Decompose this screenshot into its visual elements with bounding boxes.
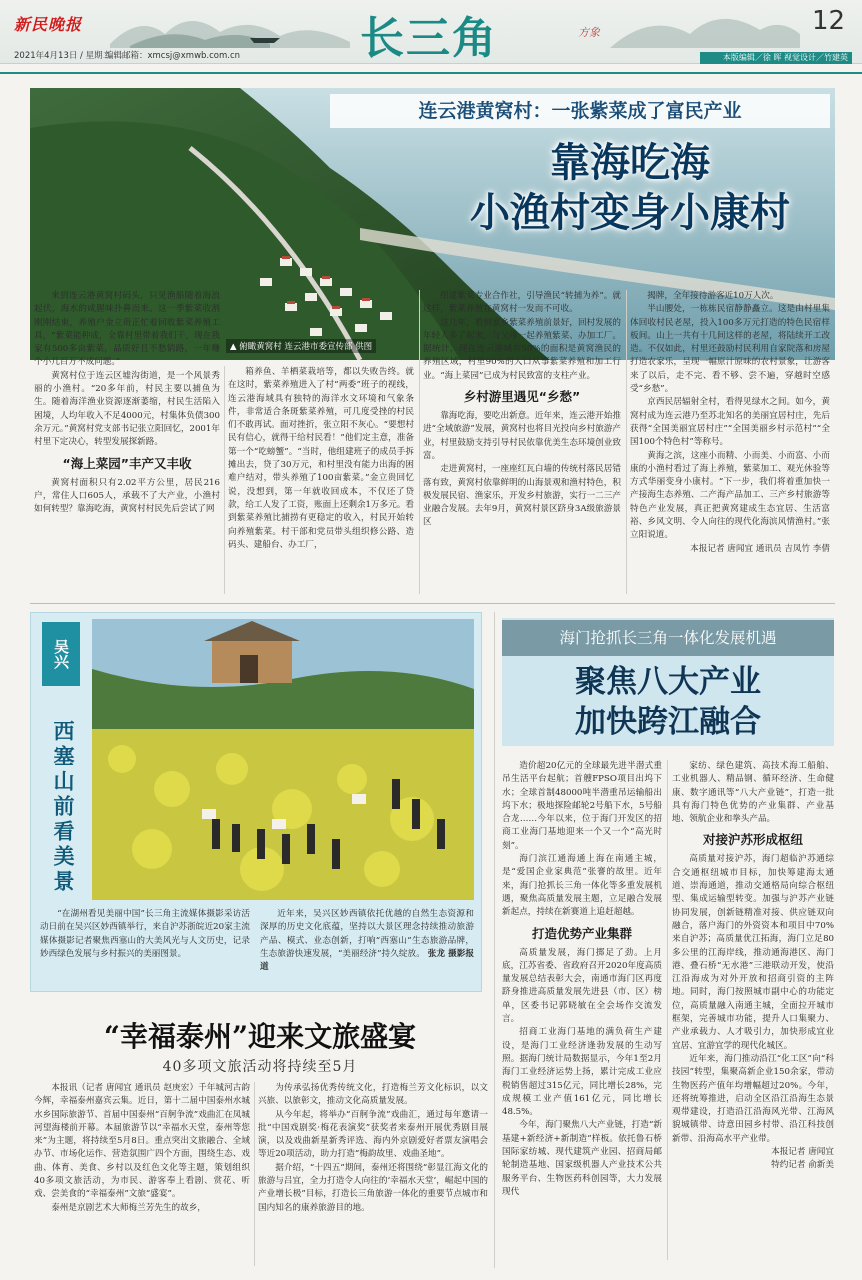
- wuxing-caption-right: 近年来，吴兴区妙西镇依托优越的自然生态资源和深厚的历史文化底蕴，坚持以大景区理念持续推动旅游产品、模式、业态创新，打响“西塞山”生态旅游品牌，生态旅游快速发展，“美丽经济”持久绽放。 张龙 摄影报道: [260, 909, 474, 973]
- taizhou-subheadline: 40多项文旅活动将持续至5月: [162, 1059, 358, 1075]
- newspaper-logo: 新民晚报: [14, 15, 83, 34]
- issue-date: 2021年4月13日 / 星期二: [14, 51, 112, 61]
- feature-headline-line1: 靠海吃海: [550, 140, 710, 186]
- photo-caption: ▲ 俯瞰黄窝村 连云港市委宣传部 供图: [226, 339, 376, 353]
- taizhou-headline: “幸福泰州”迎来文旅盛宴: [103, 1020, 417, 1053]
- masthead-seal: 方象: [578, 26, 600, 39]
- haimen-column-2: 家纺、绿色建筑、高技术海工船舶、工业机器人、精品钢、循环经济、生命健康、数字通讯等“八大产业链”，打造一批具有海门特色优势的产业集群、产业基地、领航企业和拳头产品。 对接沪苏形成枢纽 高质量对接沪苏，海门超临沪苏通综合交通枢纽城市目标，加快筹建海太通道、崇海通道，推动交通格局向综合枢纽型、集成运输型转变。加强与沪苏产业链协同发展，创新链精准对接、供应链双向融合，落户海门的外资资本和项目中70%来自沪苏；高质量优江拓海，海门立足80多公里的江海岸线，推动通海港区、海门港、叠石桥“无水港”三港联动开发，使沿江沿海成为对外开放和招商引资的主阵地。同时，海门按照城市副中心的功能定位，高质量融入南通主城，全面拉开城市框架，完善城市功能，提升人口集聚力、产业承载力、人才吸引力，加快形成宜业宜居、宜游宜学的现代化城区。 近年来，海门推动沿江“化工区”向“科技园”转型，集聚高新企业150余家，带动生物医药产值年均增幅超过20%。今年，还将统筹推进，启动全区沿江沿海生态景观带建设，打造沿江沿海风光带、江海风貌城镇带、诗意田园乡村带、沿江科技创新带、沿海高水平产业带。 本报记者 唐闻宜 特约记者 俞新美: [672, 760, 834, 1270]
- haimen-column-1: 造价超20亿元的全球最先进半潜式重吊生活平台起航；首艘FPSO项目出坞下水；全球首制48000吨半潜重吊运输船出坞下水；极地探险邮轮2号船下水，5号船合龙……今年以来，位于海门开发区的招商工业海门基地迎来一个又一个“高光时刻”。 海门滨江通海通上海在南通主城，是“爱国企业家典范”张謇的故里。近年来，海门抢抓长三角一体化等多重发展机遇，聚焦高质量发展主题，立足融合发展新起点，持续在新赛道上追赶超越。 打造优势产业集群 高质量发展，海门掷足了劲。上月底，江苏省委、省政府召开2020年度高质量发展总结表彰大会，南通市海门区再度跻身推进高质量发展先进县（市、区）榜单，区委书记郭晓敏在全会场作交流发言。 招商工业海门基地的满负荷生产建设，是海门工业经济逢勃发展的生动写照。据海门统计局数据显示，今年1至2月海门工业经济运势上扬，累计完成工业应税销售超过315亿元，同比增长28%，完成规模工业产值161亿元，同比增长48.5%。 今年，海门聚焦八大产业链，打造“新基建+新经济+新制造”样板。依托鲁石桥国际家纺城、现代建筑产业园、招商局邮轮制造基地、国家级机器人产业技术公共服务平台、生物医药科创园等，大力发展现代: [502, 761, 662, 1197]
- feature-subhead-1: “海上菜园”丰产又丰收: [62, 455, 192, 471]
- haimen-byline-2: 特约记者 俞新美: [771, 1160, 834, 1171]
- feature-kicker: 连云港黄窝村：一张紫菜成了富民产业: [330, 94, 830, 128]
- haimen-headline: [502, 662, 834, 742]
- taizhou-column-2: 为传承弘扬优秀传统文化，打造梅兰芳文化标识，以文兴旅、以旅彰文，推动文化高质量发展。 从今年起，将举办“百舸争流”戏曲汇，通过每年邀请一批“中国戏剧奖·梅花表演奖”获奖者来泰州开展优秀剧目展演，以及戏曲新星新秀评选、海内外京剧爱好者票友演唱会等近20项活动，助力打造“梅韵故里、戏曲圣地”。 据介绍，“十四五”期间，泰州还将围绕“彰显江海文化的旅游与吕宜，全力打造令人向往的‘幸福水天堂’，崛起中国的产业增长极”目标，打造长三角旅游一体化的重要节点城市和国内知名的康养旅游目的地。: [258, 1083, 488, 1213]
- feature-headline: [430, 138, 830, 238]
- haimen-headline-line2: 加快跨江融合: [575, 704, 761, 740]
- wuxing-credit: 张龙 摄影报道: [260, 948, 474, 973]
- flower-field-illustration: [92, 619, 474, 900]
- page-number: 12: [812, 6, 846, 36]
- feature-subhead-2: 乡村游里遇见“乡愁”: [463, 389, 581, 405]
- feature-column-1: 来到连云港黄窝村码头，只见渔船随着海浪起伏，海水的咸腥味扑鼻而来。这一季紫菜收割刚刚结束，养殖户金立贵正忙着回收紫菜养殖工具，“紫菜能种成，全靠村里带着我们干，现在我家有500多亩紫菜，品质好且不愁销路，一年赚个小几百万不成问题。” 黄窝村位于连云区墟沟街道，是一个风景秀丽的小渔村。“20多年前，村民主要以捕鱼为生。随着海洋渔业资源逐渐萎缩，村民生活陷入困境，人均年收入不足4000元，村集体负债300余万元。”黄窝村党支部书记张立阳回忆，2001年村里下定决心，转型发展探新路。 “海上菜园”丰产又丰收 黄窝村面积只有2.02平方公里，居民216户，常住人口605人，承载不了大产业，小渔村如何转型？靠海吃海，黄窝村村民先后尝试了网: [34, 291, 220, 515]
- feature-column-3: 组建紫菜专业合作社，引导渔民“转捕为养”。就这样，紫菜养殖在黄窝村一发而不可收。 这几年，看到家乡紫菜养殖前景好，回村发展的年轻人多了起来，与父母一起养殖紫菜、办加工厂。据统计，现在连云港域有50%的面积是黄窝渔民的养殖区域，村里90%的人口从事紫菜养殖和加工行业。“海上菜园”已成为村民致富的支柱产业。 乡村游里遇见“乡愁” 靠海吃海，要吃出新意。近年来，连云港开始推进“全域旅游”发展，黄窝村也将目光投向乡村旅游产业，村里鼓励支持引导村民依靠优美生态环境创业致富。 走进黄窝村，一座座红瓦白墙的传统村落民居错落有致，黄窝村依靠鲜明的山海景观和渔村特色，积极发展民宿、渔家乐，开发乡村旅游，实行一二三产业融合发展。去年9月，黄窝村景区跻身3A级旅游景区: [423, 291, 621, 528]
- haimen-kicker: 海门抢抓长三角一体化发展机遇: [502, 620, 834, 656]
- editor-email: 编辑邮箱：xmcsj@xmwb.com.cn: [105, 51, 241, 61]
- ink-landscape-illustration: [110, 4, 350, 48]
- section-masthead: 长三角: [360, 13, 498, 64]
- feature-headline-line2: 小渔村变身小康村: [470, 190, 790, 236]
- feature-column-2: 箱养鱼、羊栖菜栽培等，都以失败告终。就在这时，紫菜养殖进入了村“两委”班子的视线，连云港海域具有独特的海洋水文环境和气象条件，非常适合条斑紫菜养殖，可几度受挫的村民们不敢再试。面对挫折，张立阳不灰心。“要想村民有信心，就得干给村民看！”他们定主意，准备第一个“吃螃蟹”。“当时，他组建班子的成员手拆摊出去，贷了30万元，和村里没有能力出海的困难户结对，带头养殖了100亩紫菜。”金立贵回忆说，没想到，第一年就收回成本，不仅还了贷款，给工人发了工资，账面上还剩余1万多元。看到紫菜养殖比捕捞有更稳定的收入，村民开始转向养殖紫菜。村干部和党员带头组织修公路、造码头、建船台、办工厂，: [228, 367, 414, 550]
- page-credit: 本版编辑／徐 晖 视觉设计／竹建英: [700, 52, 852, 64]
- wuxing-headline: 西塞山前看美景: [51, 720, 75, 895]
- wuxing-region-tag: 吴兴: [42, 622, 80, 686]
- wuxing-photo: [92, 619, 474, 900]
- wuxing-caption-left: “在湖州看见美丽中国”长三角主流媒体摄影采访活动日前在吴兴区妙西镇举行，来自沪苏浙皖近20家主流媒体摄影记者聚焦西塞山的大美风光与人文历史，记录妙西绿色发展与乡村振兴的美丽图景。: [40, 909, 250, 959]
- haimen-headline-line1: 聚焦八大产业: [575, 664, 761, 700]
- feature-column-4: 揭牌，全年接待游客近10万人次。 半山腰处，一栋栋民宿静静矗立。这是由村里集体回收村民老屋，投入100多万元打造的特色民宿样板间。山上一共有十几间这样的老屋，将陆续开工改造。不仅如此，村里还鼓励村民利用自家院落和房屋打造农家乐，呈现一幅原汁原味的农村景象，让游客来了以后，走不完、看不够、尝不遍，穿越时空感受“乡愁”。 京西民居辐射全村，看得见绿水之间。如今，黄窝村成为连云港乃至苏北知名的美丽宜居村庄，先后获得“全国美丽宜居村庄”“全国美丽乡村示范村”“全国100个特色村”等称号。 黄海之滨，这座小而精、小而美、小而富、小而康的小渔村看过了海上养殖，紫菜加工、观光休验等方式华丽变身小康村。“下一步，我们将着重加快一产接海生态养殖、二产海产品加工、三产乡村旅游等特色产业发展，真正把黄窝建成生态宜居、生活富裕、乡风文明、令人向往的现代化海滨风情渔村。”张立阳说道。 本报记者 唐闻宜 通讯员 吉凤竹 李倩: [630, 290, 830, 596]
- haimen-subhead-2: 对接沪苏形成枢纽: [702, 832, 803, 848]
- haimen-byline-1: 本报记者 唐闻宜: [771, 1147, 834, 1158]
- taizhou-column-1: 本报讯（记者 唐闻宜 通讯员 赵庚宏）千年城河古韵今辉，幸福泰州嘉宾云集。近日，第十二届中国泰州水城水乡国际旅游节、首届中国泰州“百舸争流”戏曲汇在凤城河望海楼前开幕。本届旅游节以“幸福水天堂，泰州等您来”为主题，将持续至5月8日。重点突出文旅融合、全域办节、市场化运作、营造氛围广四个方面，围绕生态、戏曲、体育、美食、乡村以及红色文化等主题，策划组织40多项文旅活动，为市民、游客奉上看剧、赏花、听戏、尝美食的“幸福泰州”文旅“盛宴”。 泰州是京剧艺术大师梅兰芳先生的故乡，: [34, 1083, 250, 1213]
- ink-mountains-illustration: [610, 4, 800, 48]
- feature-byline: 本报记者 唐闻宜 通讯员 吉凤竹 李倩: [690, 543, 830, 554]
- header-rule: [0, 72, 862, 74]
- haimen-subhead-1: 打造优势产业集群: [531, 925, 632, 941]
